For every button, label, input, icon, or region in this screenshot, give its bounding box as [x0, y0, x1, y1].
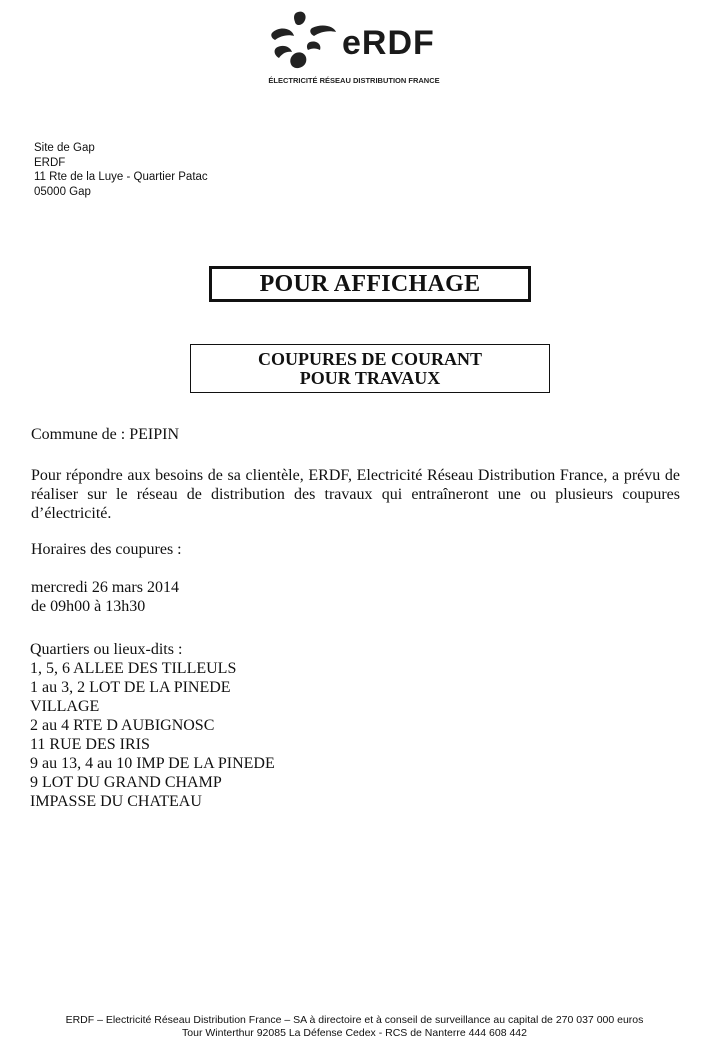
list-item: 1, 5, 6 ALLEE DES TILLEULS [30, 660, 237, 677]
footer-line: Tour Winterthur 92085 La Défense Cedex - RCS de Nanterre 444 608 442 [182, 1027, 527, 1039]
list-item: IMPASSE DU CHATEAU [30, 793, 202, 810]
outage-date: mercredi 26 mars 2014 [31, 579, 179, 596]
sender-line: 05000 Gap [34, 185, 91, 198]
erdf-swirl-icon [268, 10, 338, 72]
notice-subtitle-box [190, 344, 550, 393]
sender-line: ERDF [34, 156, 66, 169]
list-item: 11 RUE DES IRIS [30, 736, 150, 753]
logo-tagline: ÉLECTRICITÉ RÉSEAU DISTRIBUTION FRANCE [268, 76, 440, 85]
sender-line: 11 Rte de la Luye - Quartier Patac [34, 171, 208, 183]
notice-title-box [209, 266, 531, 302]
sender-address [34, 141, 208, 199]
notice-subtitle-line: POUR TRAVAUX [299, 367, 441, 388]
notice-subtitle-line: COUPURES DE COURANT [257, 348, 482, 369]
list-item: 2 au 4 RTE D AUBIGNOSC [30, 717, 215, 734]
footer [0, 1014, 709, 1040]
outage-time: de 09h00 à 13h30 [31, 598, 146, 615]
horaires-label: Horaires des coupures : [31, 541, 182, 558]
list-item: 1 au 3, 2 LOT DE LA PINEDE [30, 679, 231, 696]
list-item: VILLAGE [30, 698, 100, 715]
intro-paragraph: Pour répondre aux besoins de sa clientèle, ERDF, Electricité Réseau Distribution France, a prévu de réaliser sur le réseau de distribution des travaux qui entraîneront une ou plusieurs coupures d’électricité. [31, 467, 680, 522]
sender-line: Site de Gap [34, 142, 95, 154]
list-item: 9 LOT DU GRAND CHAMP [30, 774, 222, 791]
footer-line: ERDF – Electricité Réseau Distribution France – SA à directoire et à conseil de surveillance au capital de 270 037 000 euros [65, 1014, 644, 1026]
lieux-label: Quartiers ou lieux-dits : [30, 641, 183, 658]
logo-wordmark: eRDF [342, 24, 435, 62]
commune-label: Commune de : PEIPIN [31, 426, 179, 443]
notice-title: POUR AFFICHAGE [259, 270, 481, 297]
list-item: 9 au 13, 4 au 10 IMP DE LA PINEDE [30, 755, 275, 772]
lieux-list [30, 640, 275, 811]
